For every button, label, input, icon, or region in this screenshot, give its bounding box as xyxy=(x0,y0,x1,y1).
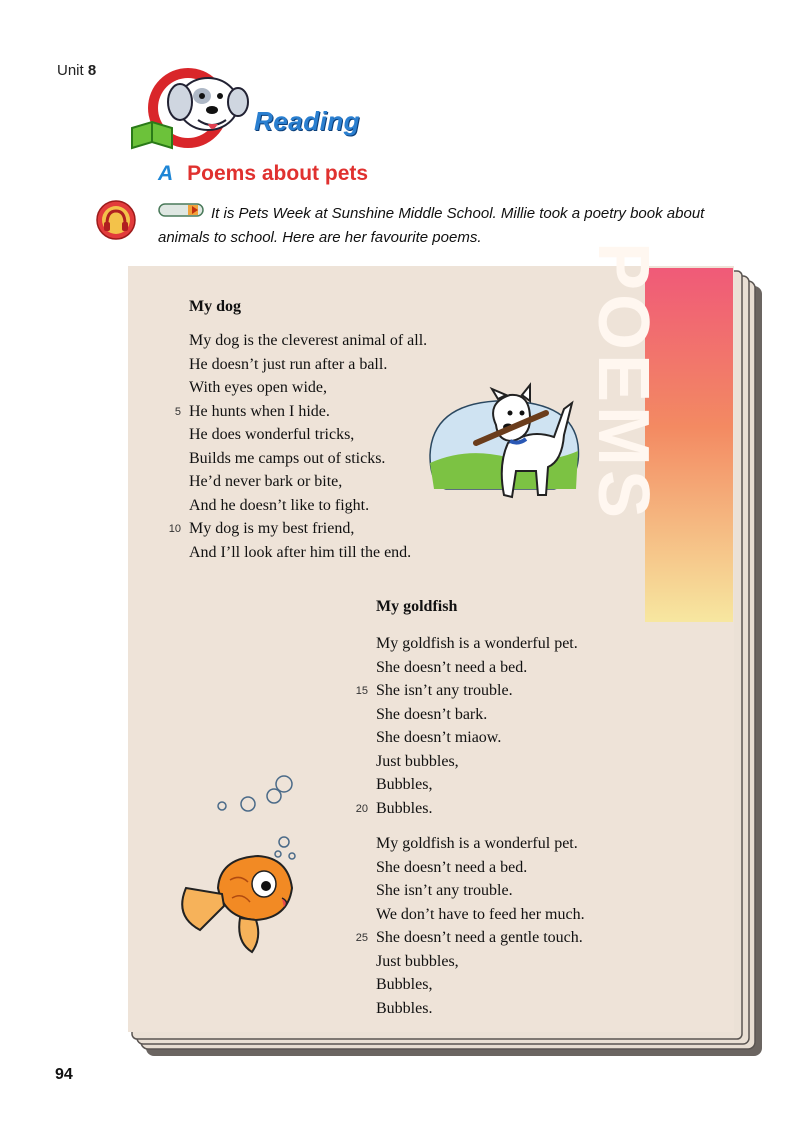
poem-title: My goldfish xyxy=(376,598,458,615)
poem-line xyxy=(174,400,427,424)
poem-my-dog xyxy=(168,298,428,564)
line-text: She doesn’t miaow. xyxy=(376,729,502,746)
unit-number: 8 xyxy=(87,62,97,79)
section-letter: A xyxy=(158,162,174,185)
goldfish-illustration xyxy=(170,770,320,955)
line-text: Builds me camps out of sticks. xyxy=(189,449,386,467)
line-text: She doesn’t bark. xyxy=(376,705,488,723)
poem-my-goldfish xyxy=(355,598,585,1020)
bubbles-icon xyxy=(218,776,295,865)
line-text: Just bubbles, xyxy=(376,952,459,970)
unit-label xyxy=(57,62,96,79)
dog-illustration xyxy=(426,385,586,503)
poem-line xyxy=(376,773,585,797)
line-text: And I’ll look after him till the end. xyxy=(189,543,412,561)
poem-line xyxy=(189,329,427,353)
line-text: She isn’t any trouble. xyxy=(376,682,513,699)
poem-line xyxy=(168,517,427,541)
intro-text: It is Pets Week at Sunshine Middle School. Millie took a poetry book about animals to school. Here are her favourite poems. xyxy=(158,205,705,246)
poem-line xyxy=(376,726,585,750)
open-book-icon xyxy=(132,122,172,148)
line-text: My dog is my best friend, xyxy=(189,520,355,537)
poem-line xyxy=(376,903,585,927)
line-text: She isn’t any trouble. xyxy=(376,882,513,899)
poem-line xyxy=(355,797,585,821)
poem-line xyxy=(189,470,427,494)
poem-line xyxy=(376,856,585,880)
poem-line xyxy=(376,656,585,680)
poem-line xyxy=(376,879,585,903)
line-number: 10 xyxy=(168,523,181,535)
poem-line xyxy=(355,679,585,703)
goldfish-icon xyxy=(182,856,292,952)
line-text: My goldfish is a wonderful pet. xyxy=(376,635,578,652)
line-text: Bubbles, xyxy=(376,976,433,993)
section-heading xyxy=(158,162,368,186)
poem-line xyxy=(189,541,427,565)
line-text: Bubbles. xyxy=(376,999,433,1017)
unit-word: Unit xyxy=(57,62,84,79)
line-text: He does wonderful tricks, xyxy=(189,426,355,443)
line-text: Bubbles, xyxy=(376,776,433,793)
line-number: 25 xyxy=(355,932,368,944)
line-text: He doesn’t just run after a ball. xyxy=(189,355,388,373)
section-title: Poems about pets xyxy=(187,162,369,185)
line-number: 15 xyxy=(355,685,368,697)
line-text: We don’t have to feed her much. xyxy=(376,905,585,923)
line-text: With eyes open wide, xyxy=(189,379,327,396)
line-text: Just bubbles, xyxy=(376,752,459,770)
poem-line xyxy=(376,997,585,1021)
poem-line xyxy=(376,832,585,856)
poem-line xyxy=(189,376,427,400)
line-text: She doesn’t need a gentle touch. xyxy=(376,929,583,946)
line-text: Bubbles. xyxy=(376,799,433,817)
line-text: She doesn’t need a bed. xyxy=(376,658,528,676)
line-text: My dog is the cleverest animal of all. xyxy=(189,332,428,349)
poems-side-band xyxy=(583,242,733,622)
poem-line xyxy=(189,423,427,447)
line-number: 5 xyxy=(174,405,181,418)
poem-title: My dog xyxy=(189,298,241,315)
poems-band-text: POEMS xyxy=(583,242,663,523)
poem-line xyxy=(376,632,585,656)
page-number: 94 xyxy=(55,1066,73,1083)
poem-line xyxy=(189,353,427,377)
headphones-icon xyxy=(96,200,136,240)
poem-line xyxy=(189,494,427,518)
line-number: 20 xyxy=(355,802,368,815)
poem-line xyxy=(376,703,585,727)
poem-line xyxy=(376,750,585,774)
line-text: My goldfish is a wonderful pet. xyxy=(376,835,578,852)
poem-line xyxy=(355,926,585,950)
poem-line xyxy=(376,950,585,974)
line-text: She doesn’t need a bed. xyxy=(376,858,528,876)
line-text: And he doesn’t like to fight. xyxy=(189,496,370,514)
line-text: He’d never bark or bite, xyxy=(189,473,343,490)
banner-title: Reading xyxy=(254,106,361,136)
poem-line xyxy=(376,973,585,997)
poem-line xyxy=(189,447,427,471)
line-text: He hunts when I hide. xyxy=(189,402,330,420)
